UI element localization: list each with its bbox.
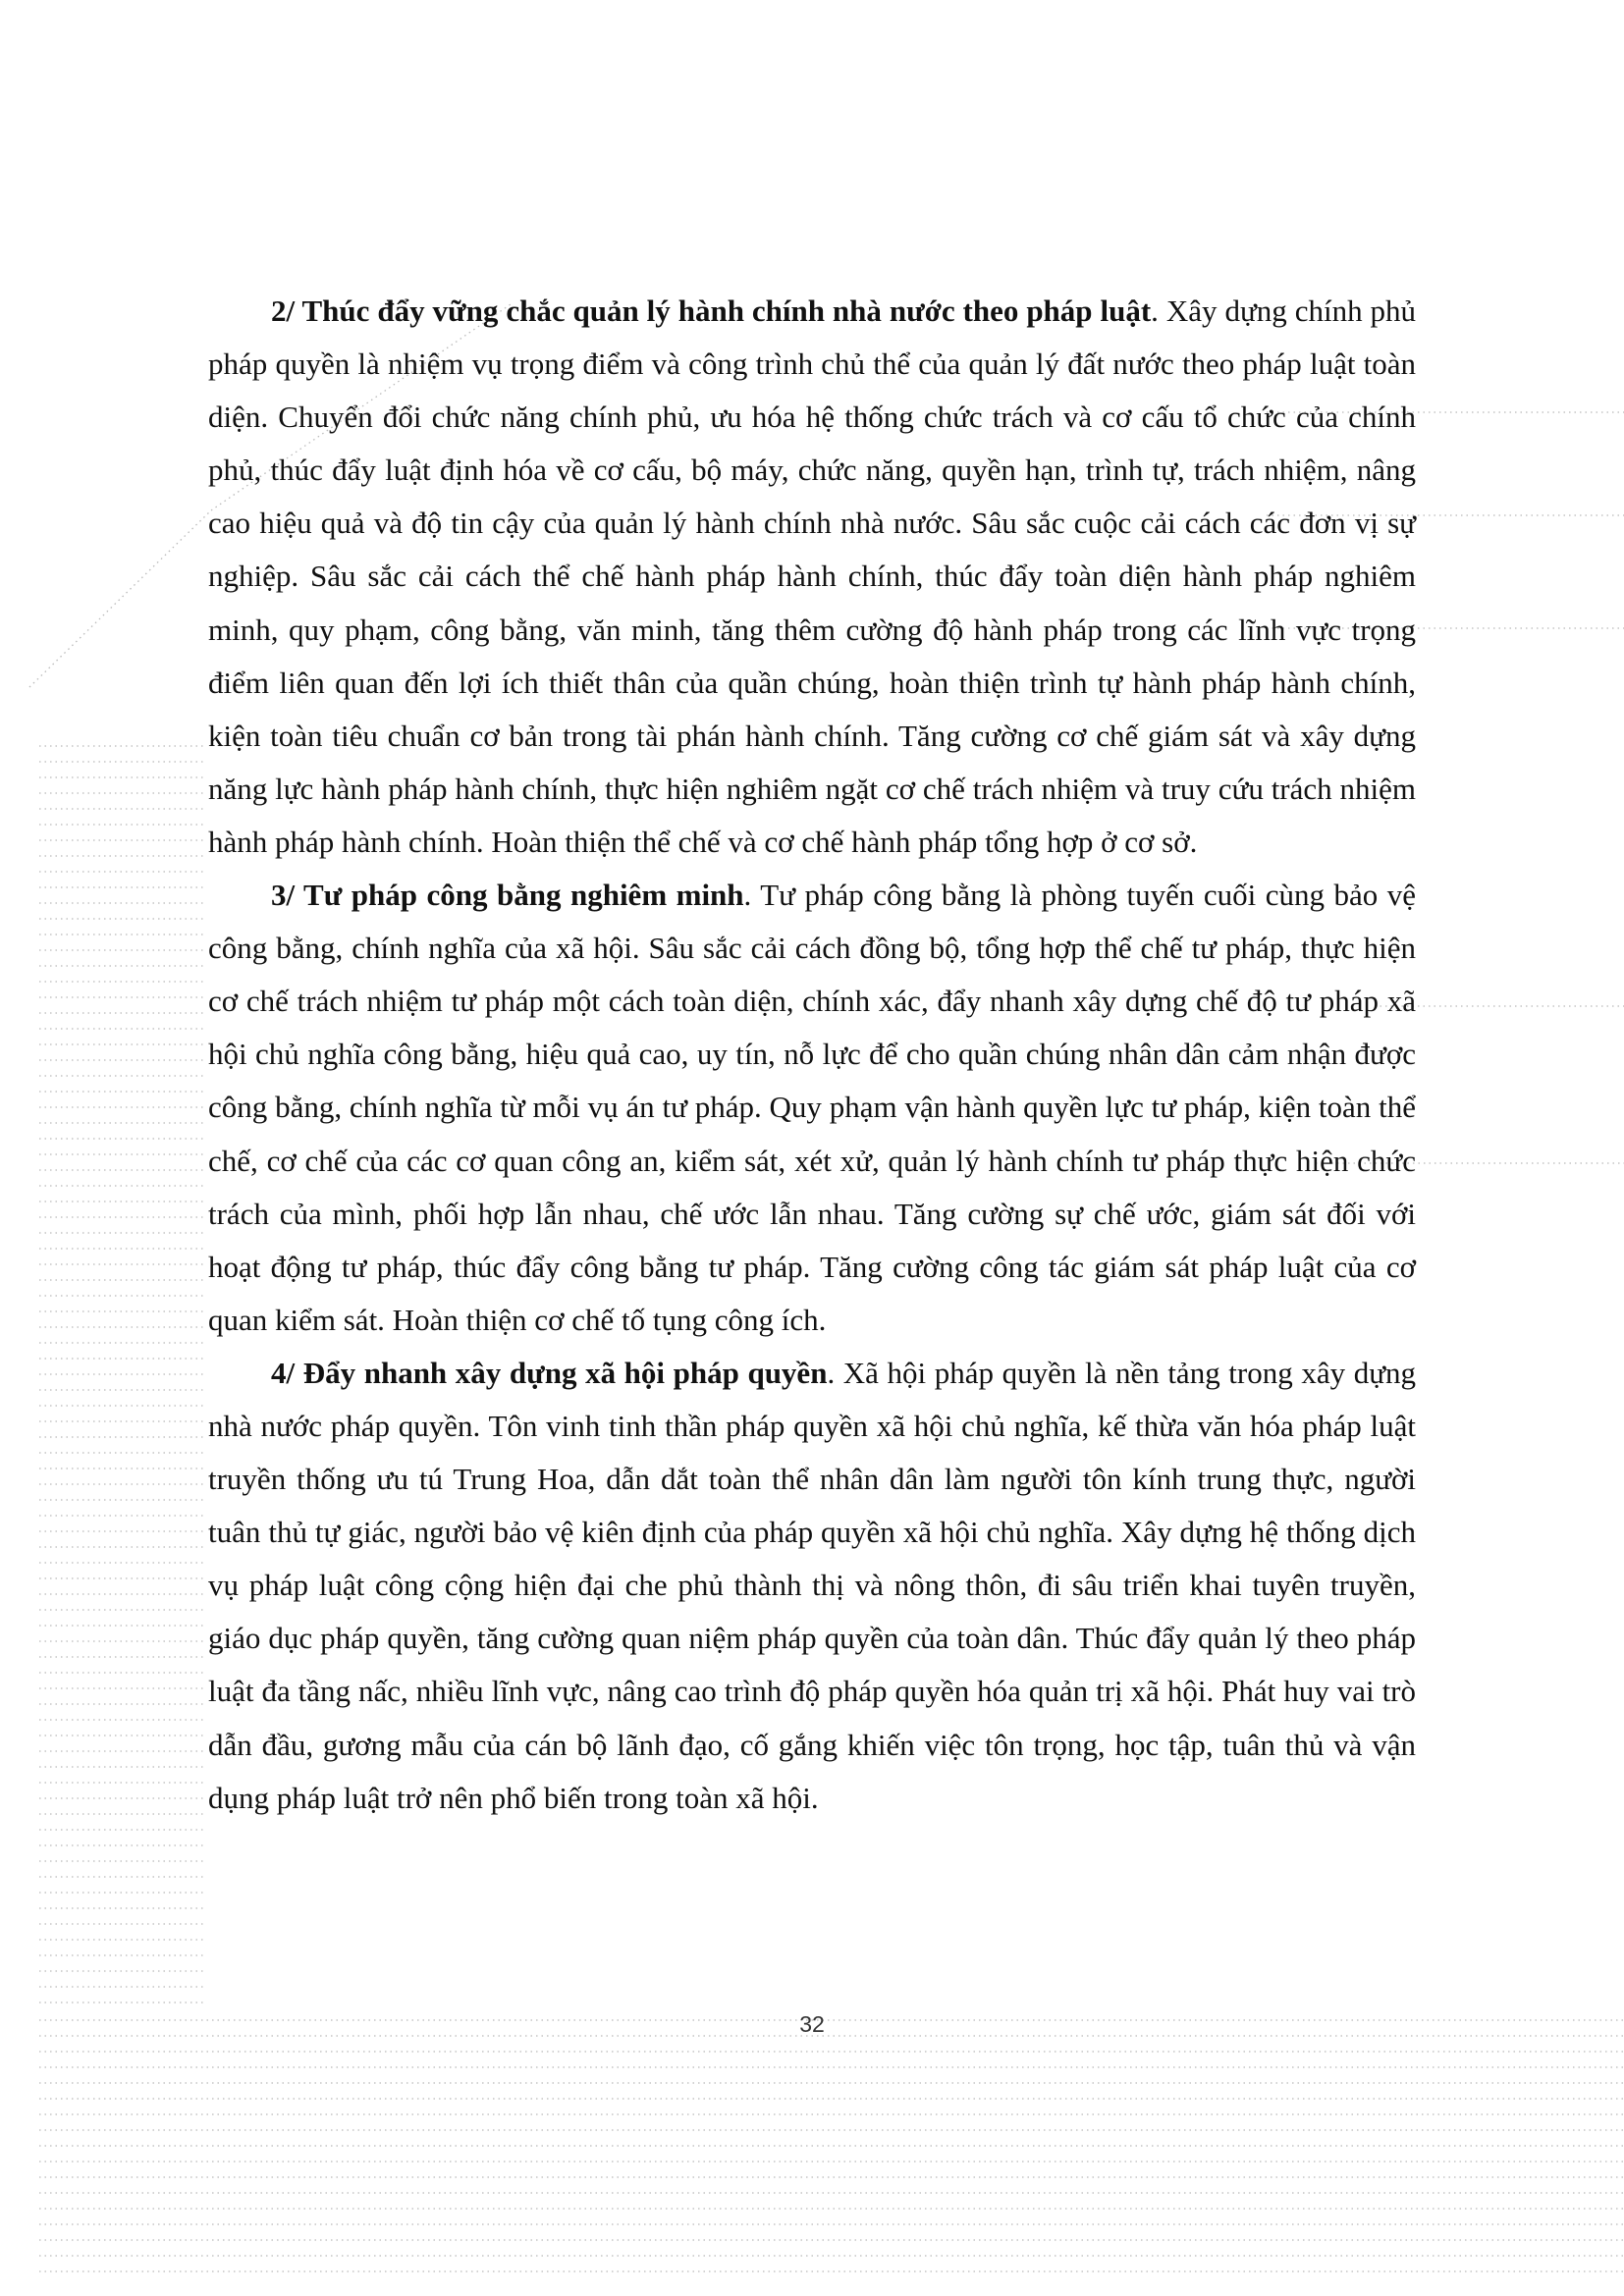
section-heading: 2/ Thúc đẩy vững chắc quản lý hành chính nhà nước theo pháp luật	[271, 294, 1152, 328]
section-heading: 4/ Đẩy nhanh xây dựng xã hội pháp quyền	[271, 1355, 828, 1390]
paragraph-text: . Xây dựng chính phủ pháp quyền là nhiệm vụ trọng điểm và công trình chủ thể của quản lý đất nước theo pháp luật toàn diện. Chuyển đổi chức năng chính phủ, ưu hóa hệ thống chức trách và cơ cấu tổ chức của chính phủ, thúc đẩy luật định hóa về cơ cấu, bộ máy, chức năng, quyền hạn, trình tự, trách nhiệm, nâng cao hiệu quả và độ tin cậy của quản lý hành chính nhà nước. Sâu sắc cuộc cải cách các đơn vị sự nghiệp. Sâu sắc cải cách thể chế hành pháp hành chính, thúc đẩy toàn diện hành pháp nghiêm minh, quy phạm, công bằng, văn minh, tăng thêm cường độ hành pháp trong các lĩnh vực trọng điểm liên quan đến lợi ích thiết thân của quần chúng, hoàn thiện trình tự hành pháp hành chính, kiện toàn tiêu chuẩn cơ bản trong tài phán hành chính. Tăng cường cơ chế giám sát và xây dựng năng lực hành pháp hành chính, thực hiện nghiêm ngặt cơ chế trách nhiệm và truy cứu trách nhiệm hành pháp hành chính. Hoàn thiện thể chế và cơ chế hành pháp tổng hợp ở cơ sở.	[208, 294, 1417, 859]
document-body	[208, 285, 1416, 1825]
section-heading: 3/ Tư pháp công bằng nghiêm minh	[271, 878, 744, 913]
paragraph-section-4	[208, 1347, 1416, 1825]
paragraph-text: . Tư pháp công bằng là phòng tuyến cuối cùng bảo vệ công bằng, chính nghĩa của xã hội. Sâu sắc cải cách đồng bộ, tổng hợp thể chế tư pháp, thực hiện cơ chế trách nhiệm tư pháp một cách toàn diện, chính xác, đẩy nhanh xây dựng chế độ tư pháp xã hội chủ nghĩa công bằng, hiệu quả cao, uy tín, nỗ lực để cho quần chúng nhân dân cảm nhận được công bằng, chính nghĩa từ mỗi vụ án tư pháp. Quy phạm vận hành quyền lực tư pháp, kiện toàn thể chế, cơ chế của các cơ quan công an, kiểm sát, xét xử, quản lý hành chính tư pháp thực hiện chức trách của mình, phối hợp lẫn nhau, chế ước lẫn nhau. Tăng cường sự chế ước, giám sát đối với hoạt động tư pháp, thúc đẩy công bằng tư pháp. Tăng cường công tác giám sát pháp luật của cơ quan kiểm sát. Hoàn thiện cơ chế tố tụng công ích.	[208, 878, 1416, 1337]
paragraph-text: . Xã hội pháp quyền là nền tảng trong xây dựng nhà nước pháp quyền. Tôn vinh tinh thần pháp quyền xã hội chủ nghĩa, kế thừa văn hóa pháp luật truyền thống ưu tú Trung Hoa, dẫn dắt toàn thể nhân dân làm người tôn kính trung thực, người tuân thủ tự giác, người bảo vệ kiên định của pháp quyền xã hội chủ nghĩa. Xây dựng hệ thống dịch vụ pháp luật công cộng hiện đại che phủ thành thị và nông thôn, đi sâu triển khai tuyên truyền, giáo dục pháp quyền, tăng cường quan niệm pháp quyền của toàn dân. Thúc đẩy quản lý theo pháp luật đa tầng nấc, nhiều lĩnh vực, nâng cao trình độ pháp quyền hóa quản trị xã hội. Phát huy vai trò dẫn đầu, gương mẫu của cán bộ lãnh đạo, cố gắng khiến việc tôn trọng, học tập, tuân thủ và vận dụng pháp luật trở nên phổ biến trong toàn xã hội.	[208, 1355, 1416, 1815]
paragraph-section-2	[208, 285, 1416, 869]
page-number: 32	[799, 2011, 825, 2037]
paragraph-section-3	[208, 869, 1416, 1347]
